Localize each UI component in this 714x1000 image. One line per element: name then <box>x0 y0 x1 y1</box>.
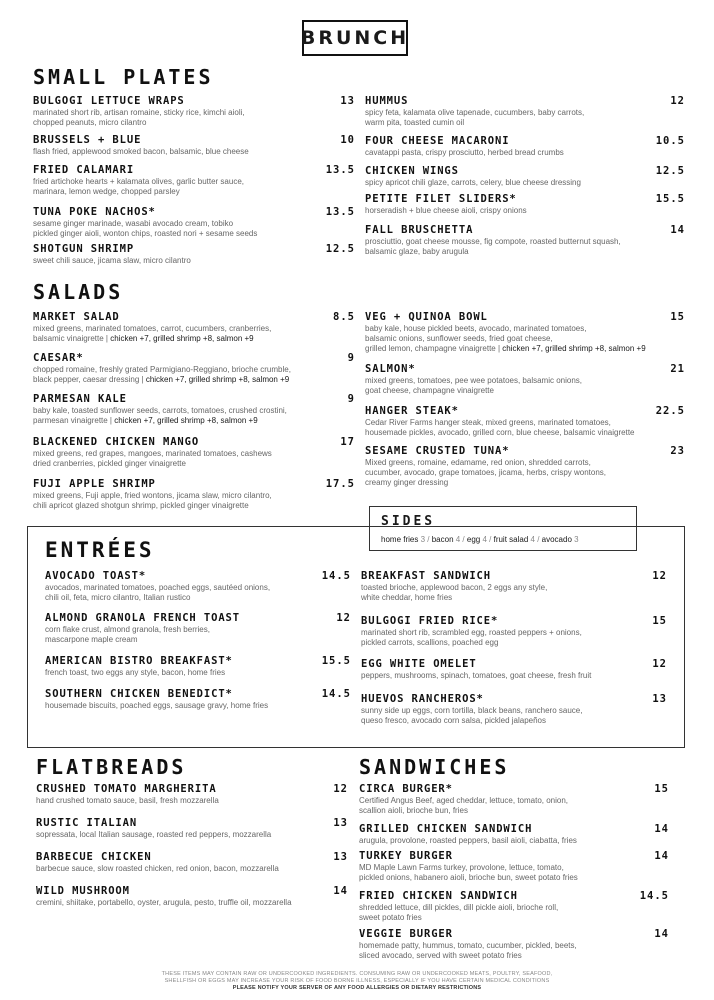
item-description: chili apricot glazed shotgun shrimp, pickled ginger vinaigrette <box>33 501 249 510</box>
item-name: FALL BRUSCHETTA <box>365 224 474 236</box>
item-price: 12.5 <box>325 243 355 255</box>
item-price: 17.5 <box>325 478 355 490</box>
item-name: FRIED CHICKEN SANDWICH <box>359 890 518 902</box>
item-name: RUSTIC ITALIAN <box>36 817 138 829</box>
item-price: 9 <box>347 393 355 405</box>
item-price: 13.5 <box>325 206 355 218</box>
item-price: 13.5 <box>325 164 355 176</box>
item-description: french toast, two eggs any style, bacon, home fries <box>45 668 226 677</box>
menu-item <box>36 817 348 840</box>
menu-item <box>361 693 667 726</box>
item-name: SHOTGUN SHRIMP <box>33 243 135 255</box>
item-description: sopressata, local Italian sausage, roasted red peppers, mozzarella <box>36 830 272 839</box>
item-name: AMERICAN BISTRO BREAKFAST* <box>45 655 233 667</box>
section-title-flatbreads: FLATBREADS <box>36 755 187 779</box>
menu-item <box>365 135 685 158</box>
menu-item <box>33 134 355 157</box>
side-item: bacon 4 / <box>431 535 467 544</box>
item-description: housemade pickles, avocado, grilled corn, blue cheese, balsamic vinaigrette <box>365 428 635 437</box>
item-description: black pepper, caesar dressing | chicken +7, grilled shrimp +8, salmon +9 <box>33 375 290 384</box>
item-description: spicy apricot chili glaze, carrots, celery, blue cheese dressing <box>365 178 581 187</box>
item-description: white cheddar, home fries <box>361 593 453 602</box>
item-price: 14 <box>654 928 669 940</box>
item-name: EGG WHITE OMELET <box>361 658 477 670</box>
item-description: balsamic glaze, baby arugula <box>365 247 469 256</box>
item-name: BREAKFAST SANDWICH <box>361 570 491 582</box>
item-description: cucumber, avocado, grape tomatoes, jicama, herbs, crispy wontons, <box>365 468 607 477</box>
item-description: corn flake crust, almond granola, fresh berries, <box>45 625 210 634</box>
menu-item <box>36 783 348 806</box>
menu-item <box>361 615 667 648</box>
menu-item <box>365 363 685 396</box>
item-addons: chicken +7, grilled shrimp +8, salmon +9 <box>143 375 290 384</box>
item-description: sweet chili sauce, jicama slaw, micro cilantro <box>33 256 191 265</box>
menu-item <box>45 688 351 711</box>
item-description: Mixed greens, romaine, edamame, red onion, shredded carrots, <box>365 458 591 467</box>
item-price: 13 <box>333 851 348 863</box>
item-description: baby kale, toasted sunflower seeds, carrots, tomatoes, crushed crostini, <box>33 406 287 415</box>
item-description: baby kale, house pickled beets, avocado, marinated tomatoes, <box>365 324 587 333</box>
item-description: housemade biscuits, poached eggs, sausage gravy, home fries <box>45 701 269 710</box>
item-price: 22.5 <box>655 405 685 417</box>
item-price: 14 <box>654 823 669 835</box>
item-name: BULGOGI LETTUCE WRAPS <box>33 95 185 107</box>
item-price: 14.5 <box>321 688 351 700</box>
item-description: sliced avocado, served with sweet potato fries <box>359 951 522 960</box>
menu-item <box>365 405 685 438</box>
item-description: marinated short rib, scrambled egg, roasted peppers + onions, <box>361 628 582 637</box>
item-name: CIRCA BURGER* <box>359 783 453 795</box>
item-price: 15.5 <box>655 193 685 205</box>
menu-item <box>36 885 348 908</box>
item-name: HANGER STEAK* <box>365 405 459 417</box>
item-description: warm pita, toasted cumin oil <box>365 118 465 127</box>
item-description: MD Maple Lawn Farms turkey, provolone, lettuce, tomato, <box>359 863 564 872</box>
menu-item <box>365 165 685 188</box>
item-price: 12 <box>333 783 348 795</box>
item-description: pickled onions, habanero aioli, brioche bun, sweet potato fries <box>359 873 578 882</box>
item-description: spicy feta, kalamata olive tapenade, cucumbers, baby carrots, <box>365 108 585 117</box>
menu-item <box>45 570 351 603</box>
item-price: 12 <box>336 612 351 624</box>
item-name: TURKEY BURGER <box>359 850 453 862</box>
item-name: FRIED CALAMARI <box>33 164 135 176</box>
menu-item <box>365 224 685 257</box>
side-item: home fries 3 / <box>381 535 432 544</box>
item-description: marinated short rib, artisan romaine, sticky rice, kimchi aioli, <box>33 108 245 117</box>
item-description: creamy ginger dressing <box>365 478 449 487</box>
menu-item <box>33 95 355 128</box>
item-name: AVOCADO TOAST* <box>45 570 147 582</box>
item-price: 15 <box>652 615 667 627</box>
section-title-small-plates: SMALL PLATES <box>33 65 214 89</box>
item-description: cremini, shiitake, portabello, oyster, arugula, pesto, truffle oil, mozzarella <box>36 898 292 907</box>
item-description: peppers, mushrooms, spinach, tomatoes, goat cheese, fresh fruit <box>361 671 592 680</box>
item-description: flash fried, applewood smoked bacon, balsamic, blue cheese <box>33 147 249 156</box>
item-description: Cedar River Farms hanger steak, mixed greens, marinated tomatoes, <box>365 418 611 427</box>
item-description: toasted brioche, applewood bacon, 2 eggs any style, <box>361 583 548 592</box>
menu-item <box>361 658 667 681</box>
disclaimer-line-2: SHELLFISH OR EGGS MAY INCREASE YOUR RISK OF FOOD BORNE ILLNESS, ESPECIALLY IF YOU HAVE CERTAIN MEDICAL CONDITIONS <box>164 978 550 984</box>
item-description: cavatappi pasta, crispy prosciutto, herbed bread crumbs <box>365 148 564 157</box>
item-name: BLACKENED CHICKEN MANGO <box>33 436 200 448</box>
item-description: barbecue sauce, slow roasted chicken, red onion, bacon, mozzarella <box>36 864 279 873</box>
menu-item <box>33 164 355 197</box>
item-description: mixed greens, red grapes, mangoes, marinated tomatoes, cashews <box>33 449 272 458</box>
item-price: 14.5 <box>639 890 669 902</box>
item-price: 14.5 <box>321 570 351 582</box>
section-title-sides: SIDES <box>381 514 436 529</box>
disclaimer <box>0 971 714 992</box>
item-price: 10 <box>340 134 355 146</box>
item-description: mixed greens, tomatoes, pee wee potatoes, balsamic onions, <box>365 376 583 385</box>
item-description: mixed greens, Fuji apple, fried wontons, jicama slaw, micro cilantro, <box>33 491 272 500</box>
item-name: HUEVOS RANCHEROS* <box>361 693 484 705</box>
item-description: marinara, lemon wedge, chopped parsley <box>33 187 180 196</box>
item-description: balsamic vinaigrette | chicken +7, grilled shrimp +8, salmon +9 <box>33 334 254 343</box>
item-name: HUMMUS <box>365 95 409 107</box>
item-description: arugula, provolone, roasted peppers, basil aioli, ciabatta, fries <box>359 836 577 845</box>
item-name: CAESAR* <box>33 352 84 364</box>
menu-item <box>45 612 351 645</box>
item-name: VEGGIE BURGER <box>359 928 453 940</box>
item-name: CHICKEN WINGS <box>365 165 459 177</box>
item-price: 8.5 <box>333 311 355 323</box>
menu-item <box>33 206 355 239</box>
disclaimer-line-1: THESE ITEMS MAY CONTAIN RAW OR UNDERCOOKED INGREDIENTS. CONSUMING RAW OR UNDERCOOKED MEATS, POULTRY, SEAFOOD, <box>161 971 553 977</box>
item-description: grilled lemon, champagne vinaigrette | chicken +7, grilled shrimp +8, salmon +9 <box>365 344 646 353</box>
menu-item <box>33 436 355 469</box>
item-price: 23 <box>670 445 685 457</box>
menu-item <box>359 783 669 816</box>
item-price: 13 <box>652 693 667 705</box>
item-description: chopped romaine, freshly grated Parmigiano-Reggiano, brioche crumble, <box>33 365 291 374</box>
item-name: GRILLED CHICKEN SANDWICH <box>359 823 533 835</box>
menu-item <box>33 478 355 511</box>
item-description: dried cranberries, pickled ginger vinaigrette <box>33 459 186 468</box>
item-description: goat cheese, champagne vinaigrette <box>365 386 494 395</box>
item-description: Certified Angus Beef, aged cheddar, lettuce, tomato, onion, <box>359 796 569 805</box>
item-price: 12.5 <box>655 165 685 177</box>
item-description: fried artichoke hearts + kalamata olives, garlic butter sauce, <box>33 177 244 186</box>
item-name: TUNA POKE NACHOS* <box>33 206 156 218</box>
item-price: 15 <box>654 783 669 795</box>
item-description: queso fresco, avocado corn salsa, pickled jalapeños <box>361 716 546 725</box>
item-description: shredded lettuce, dill pickles, dill pickle aioli, brioche roll, <box>359 903 559 912</box>
side-item: fruit salad 4 / <box>493 535 542 544</box>
menu-item <box>33 352 355 385</box>
item-description: sweet potato fries <box>359 913 422 922</box>
item-description: pickled carrots, scallions, poached egg <box>361 638 499 647</box>
menu-item <box>361 570 667 603</box>
item-addons: chicken +7, grilled shrimp +8, salmon +9 <box>108 334 254 343</box>
item-price: 15 <box>670 311 685 323</box>
side-item: avocado 3 <box>541 535 579 544</box>
item-name: CRUSHED TOMATO MARGHERITA <box>36 783 217 795</box>
item-description: prosciuttio, goat cheese mousse, fig compote, roasted butternut squash, <box>365 237 621 246</box>
item-description: sunny side up eggs, corn tortilla, black beans, ranchero sauce, <box>361 706 583 715</box>
item-price: 17 <box>340 436 355 448</box>
menu-title: BRUNCH <box>300 27 410 49</box>
item-name: ALMOND GRANOLA FRENCH TOAST <box>45 612 240 624</box>
item-name: FUJI APPLE SHRIMP <box>33 478 156 490</box>
item-name: MARKET SALAD <box>33 311 120 323</box>
item-name: VEG + QUINOA BOWL <box>365 311 488 323</box>
menu-item <box>36 851 348 874</box>
item-name: BARBECUE CHICKEN <box>36 851 152 863</box>
menu-item <box>359 890 669 923</box>
item-price: 12 <box>652 658 667 670</box>
item-name: FOUR CHEESE MACARONI <box>365 135 510 147</box>
menu-item <box>359 823 669 846</box>
item-price: 13 <box>340 95 355 107</box>
item-price: 21 <box>670 363 685 375</box>
menu-item <box>365 95 685 128</box>
menu-item <box>365 311 685 354</box>
item-description: mascarpone maple cream <box>45 635 138 644</box>
item-name: SOUTHERN CHICKEN BENEDICT* <box>45 688 233 700</box>
item-name: WILD MUSHROOM <box>36 885 130 897</box>
menu-item <box>45 655 351 678</box>
item-description: chopped peanuts, micro cilantro <box>33 118 147 127</box>
item-price: 10.5 <box>655 135 685 147</box>
item-description: hand crushed tomato sauce, basil, fresh mozzarella <box>36 796 219 805</box>
menu-item <box>365 445 685 488</box>
item-description: parmesan vinaigrette | chicken +7, grilled shrimp +8, salmon +9 <box>33 416 258 425</box>
item-description: sesame ginger marinade, wasabi avocado cream, tobiko <box>33 219 234 228</box>
item-addons: chicken +7, grilled shrimp +8, salmon +9 <box>112 416 258 425</box>
item-price: 14 <box>333 885 348 897</box>
menu-item <box>359 850 669 883</box>
item-addons: chicken +7, grilled shrimp +8, salmon +9 <box>500 344 646 353</box>
menu-title-box <box>302 20 408 56</box>
section-title-salads: SALADS <box>33 280 124 304</box>
item-price: 12 <box>670 95 685 107</box>
item-description: mixed greens, marinated tomatoes, carrot, cucumbers, cranberries, <box>33 324 272 333</box>
item-description: balsamic onions, sunflower seeds, fried goat cheese, <box>365 334 553 343</box>
menu-item <box>359 928 669 961</box>
section-title-entrees: ENTRÉES <box>45 538 155 562</box>
item-description: scallion aioli, brioche bun, fries <box>359 806 468 815</box>
item-description: chili oil, feta, micro cilantro, Italian rustico <box>45 593 191 602</box>
item-name: PETITE FILET SLIDERS* <box>365 193 517 205</box>
item-name: BRUSSELS + BLUE <box>33 134 142 146</box>
item-name: PARMESAN KALE <box>33 393 127 405</box>
item-description: avocados, marinated tomatoes, poached eggs, sautéed onions, <box>45 583 271 592</box>
item-description: pickled ginger aioli, wonton chips, roasted nori + sesame seeds <box>33 229 258 238</box>
menu-item <box>365 193 685 216</box>
item-name: SESAME CRUSTED TUNA* <box>365 445 510 457</box>
item-name: SALMON* <box>365 363 416 375</box>
item-price: 14 <box>654 850 669 862</box>
item-description: horseradish + blue cheese aioli, crispy onions <box>365 206 527 215</box>
disclaimer-line-3: PLEASE NOTIFY YOUR SERVER OF ANY FOOD ALLERGIES OR DIETARY RESTRICTIONS <box>232 985 482 991</box>
item-name: BULGOGI FRIED RICE* <box>361 615 499 627</box>
item-price: 13 <box>333 817 348 829</box>
menu-item <box>33 243 355 266</box>
item-description: homemade patty, hummus, tomato, cucumber, pickled, beets, <box>359 941 577 950</box>
item-price: 12 <box>652 570 667 582</box>
section-title-sandwiches: SANDWICHES <box>359 755 510 779</box>
item-price: 14 <box>670 224 685 236</box>
side-item: egg 4 / <box>466 535 494 544</box>
menu-item <box>33 311 355 344</box>
item-price: 9 <box>347 352 355 364</box>
menu-item <box>33 393 355 426</box>
item-price: 15.5 <box>321 655 351 667</box>
